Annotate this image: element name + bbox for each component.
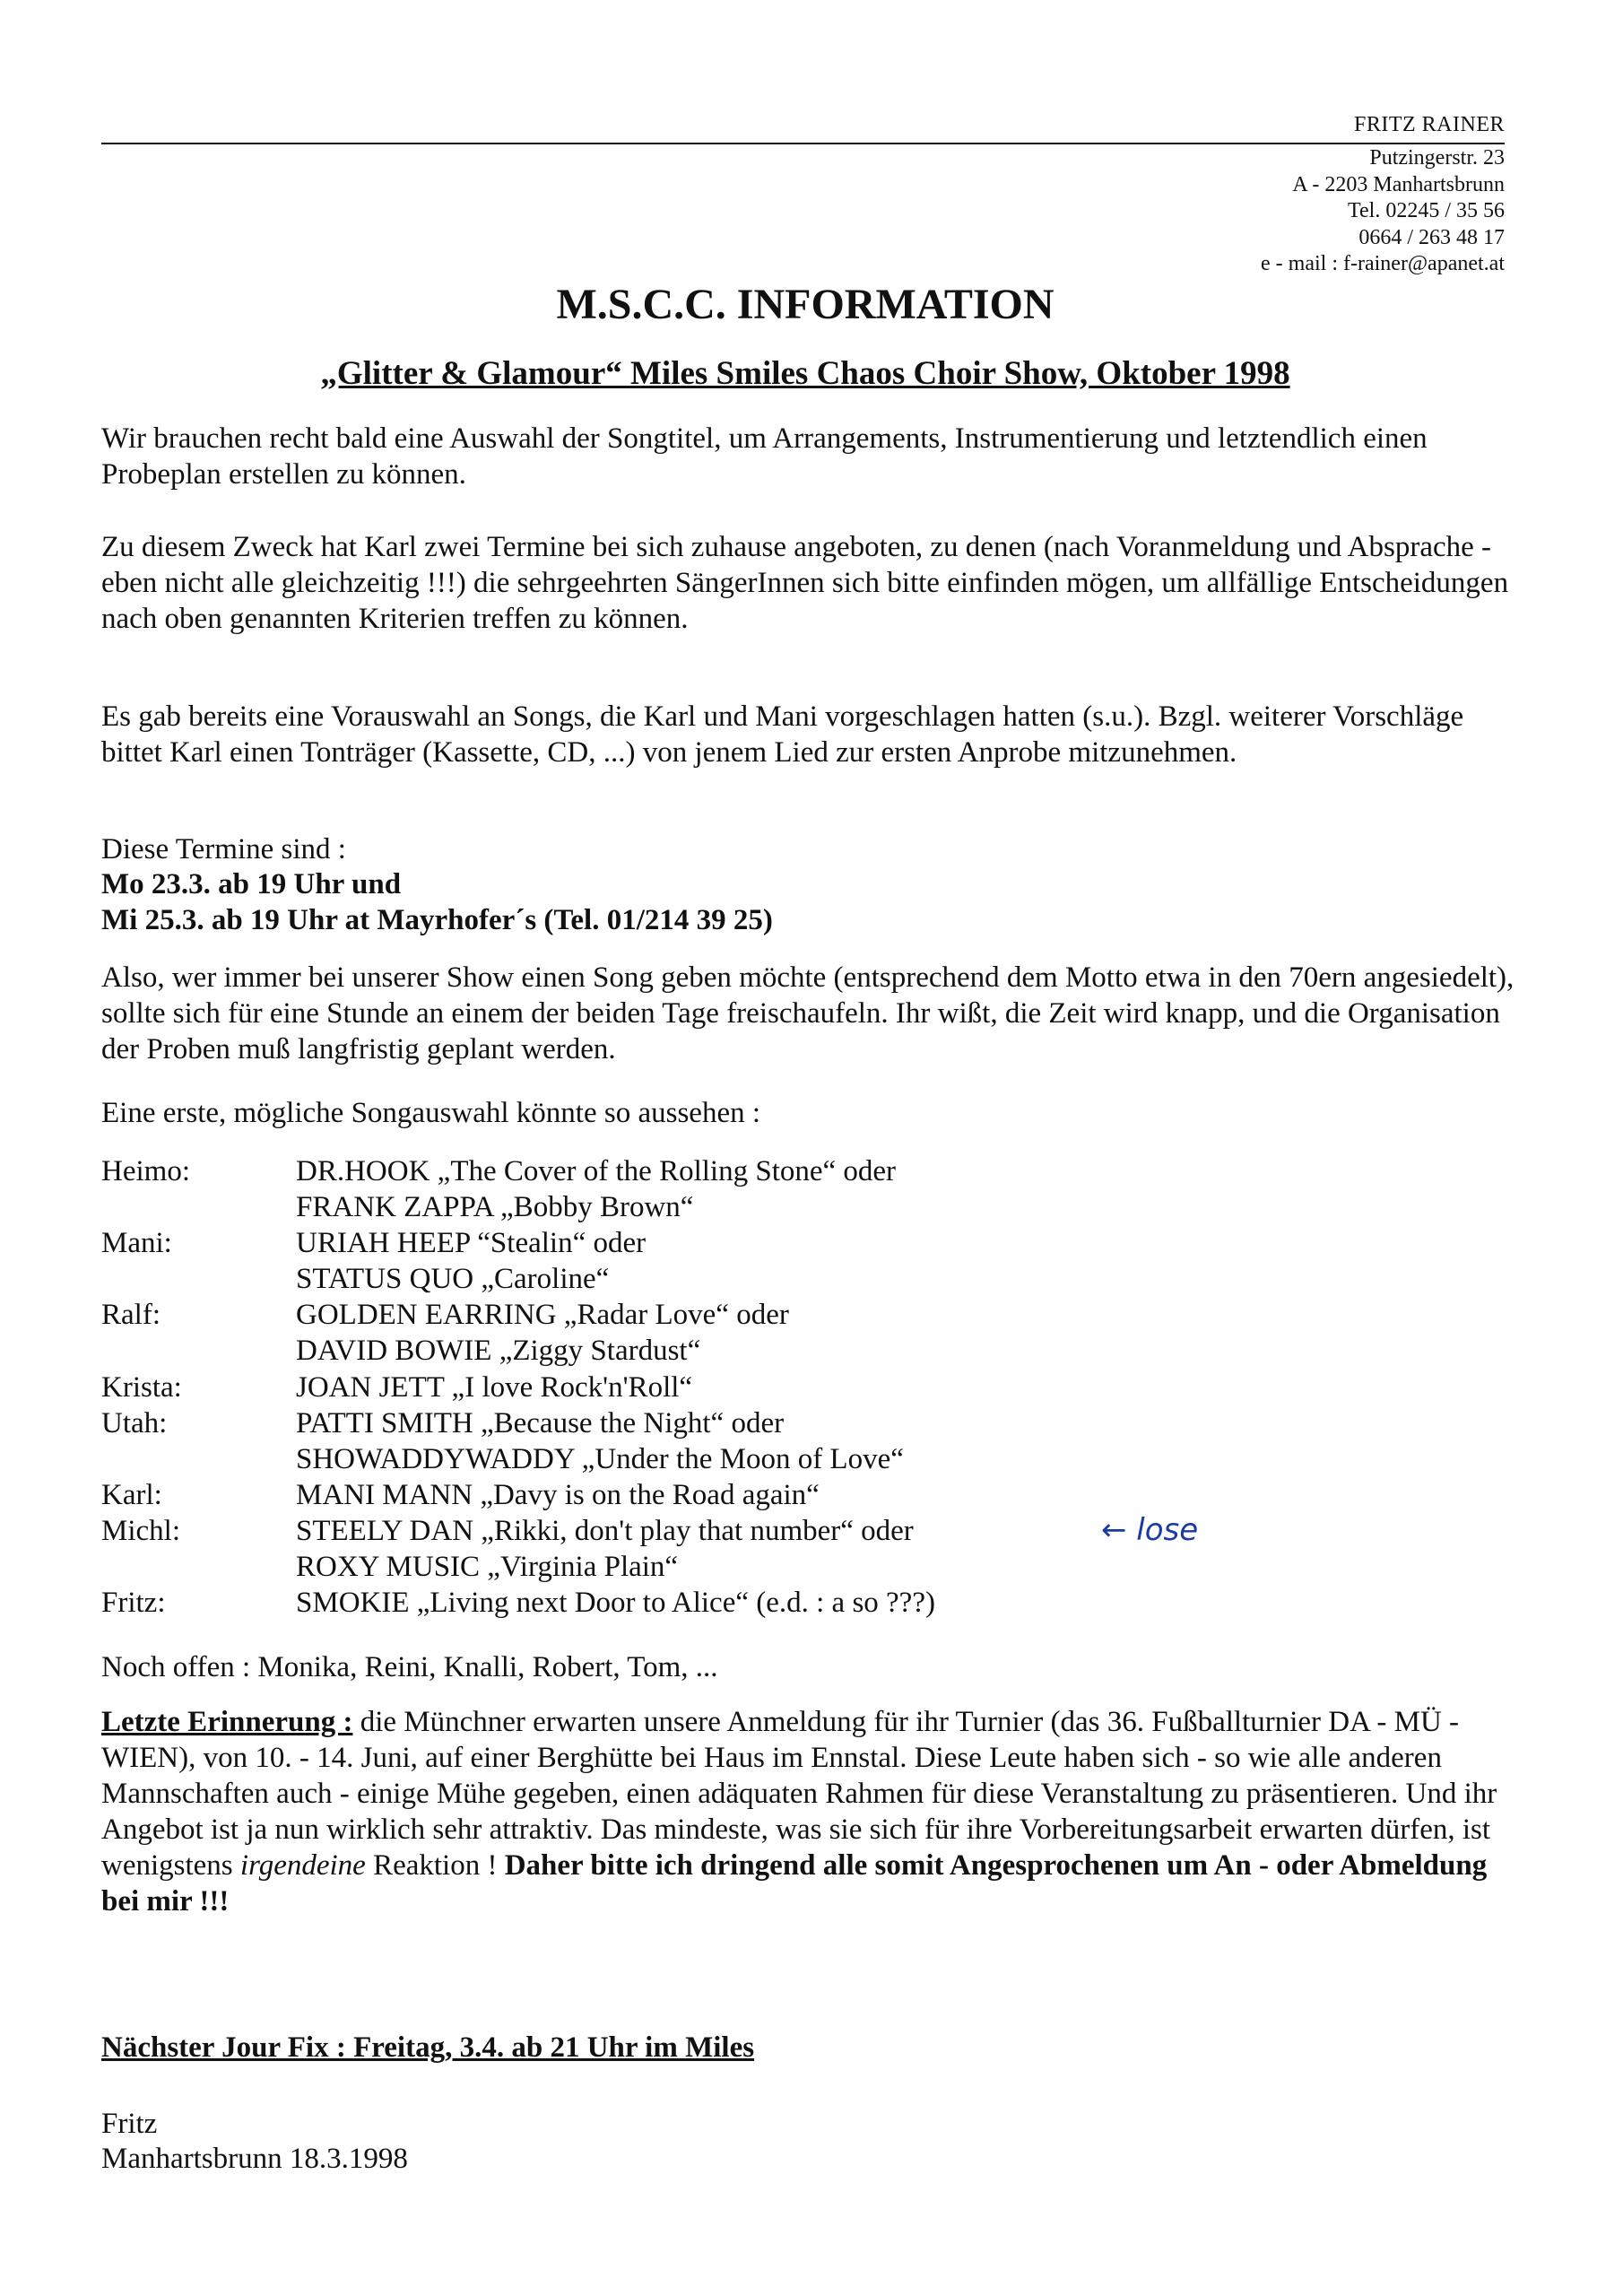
handwritten-note: ← lose [1101, 1512, 1199, 1548]
singer-name: Michl: [101, 1514, 180, 1547]
paragraph-termine: Zu diesem Zweck hat Karl zwei Termine bei sich zuhause angeboten, zu denen (nach Voranmeldung und Absprache - eben nicht alle gleichzeitig !!!) die sehrgeehrten SängerInnen sich bitte einfinden mögen, um allfällige Entscheidungen nach oben genannten Kriterien treffen zu können. [101, 531, 1509, 635]
signature-place-date: Manhartsbrunn 18.3.1998 [101, 2143, 408, 2175]
singer-name: Heimo: [101, 1155, 190, 1187]
song-title: SHOWADDYWADDY „Under the Moon of Love“ [296, 1442, 904, 1475]
song-title: STEELY DAN „Rikki, don't play that number“ oder [296, 1514, 914, 1547]
header-rule [101, 143, 1505, 144]
song-row [101, 1405, 935, 1441]
termine-intro: Diese Termine sind : [101, 833, 346, 865]
termin-2: Mi 25.3. ab 19 Uhr at Mayrhofer´s (Tel. 01/214 39 25) [101, 904, 773, 936]
reminder-label: Letzte Erinnerung : [101, 1706, 353, 1738]
reminder-italic: irgendeine [239, 1849, 366, 1882]
song-title: MANI MANN „Davy is on the Road again“ [296, 1478, 820, 1511]
song-row [101, 1370, 935, 1405]
singer-name: Mani: [101, 1227, 172, 1260]
singer-name: Utah: [101, 1406, 168, 1439]
song-title: FRANK ZAPPA „Bobby Brown“ [296, 1191, 694, 1224]
song-row [101, 1261, 935, 1297]
song-title: DR.HOOK „The Cover of the Rolling Stone“ oder [296, 1155, 897, 1187]
song-title: PATTI SMITH „Because the Night“ oder [296, 1406, 785, 1439]
reminder-paragraph [101, 1704, 1518, 1919]
song-title: SMOKIE „Living next Door to Alice“ (e.d. : a so ???) [296, 1587, 935, 1620]
address-street: Putzingerstr. 23 [1369, 146, 1505, 170]
singer-name: Karl: [101, 1478, 162, 1511]
reminder-text: die Münchner erwarten unsere Anmeldung für ihr Turnier (das 36. Fußballturnier DA - MÜ - WIEN), von 10. - 14. Juni, auf einer Berghütte bei Haus im Ennstal. Diese Leute haben sich - so wie alle anderen Mannschaften auch - einige Mühe gegeben, einen adäquaten Rahmen für diese Veranstaltung zu präsentieren. Und ihr Angebot ist ja nun wirklich sehr attraktiv. Das mindeste, was sie sich für ihre Vorbereitungsarbeit erwarten dürfen, ist wenigstens [101, 1706, 1497, 1882]
singer-name [101, 1189, 296, 1225]
singer-name [101, 1261, 296, 1297]
address-mobile: 0664 / 263 48 17 [1358, 225, 1505, 249]
paragraph-vorauswahl: Es gab bereits eine Vorauswahl an Songs, die Karl und Mani vorgeschlagen hatten (s.u.). Bzgl. weiterer Vorschläge bittet Karl einen Tonträger (Kassette, CD, ...) von jenem Lied zur ersten Anprobe mitzunehmen. [101, 700, 1464, 769]
paragraph-show: Also, wer immer bei unserer Show einen Song geben möchte (entsprechend dem Motto etwa in den 70ern angesiedelt), sollte sich für eine Stunde an einem der beiden Tage freischaufeln. Ihr wißt, die Zeit wird knapp, und die Organisation der Proben muß langfristig geplant werden. [101, 961, 1515, 1065]
noch-offen: Noch offen : Monika, Reini, Knalli, Robert, Tom, ... [101, 1651, 718, 1683]
singer-name: Ralf: [101, 1299, 161, 1332]
singer-name: Krista: [101, 1370, 182, 1404]
song-row [101, 1585, 935, 1621]
song-row [101, 1477, 935, 1513]
singer-name: Fritz: [101, 1587, 166, 1620]
jour-fix: Nächster Jour Fix : Freitag, 3.4. ab 21 Uhr im Miles [101, 2031, 755, 2064]
song-row [101, 1297, 935, 1333]
letterhead-address [1261, 145, 1505, 278]
song-title: GOLDEN EARRING „Radar Love“ oder [296, 1299, 789, 1332]
song-list [101, 1153, 935, 1621]
song-row [101, 1441, 935, 1477]
letterhead-name: FRITZ RAINER [1354, 113, 1505, 136]
singer-name [101, 1549, 296, 1585]
address-phone: Tel. 02245 / 35 56 [1348, 199, 1505, 222]
subtitle: „Glitter & Glamour“ Miles Smiles Chaos Choir Show, Oktober 1998 [320, 355, 1290, 392]
song-title: STATUS QUO „Caroline“ [296, 1263, 610, 1296]
address-city: A - 2203 Manhartsbrunn [1292, 172, 1505, 196]
paragraph-intro: Wir brauchen recht bald eine Auswahl der Songtitel, um Arrangements, Instrumentierung und letztendlich einen Probeplan erstellen zu können. [101, 422, 1428, 491]
song-title: JOAN JETT „I love Rock'n'Roll“ [296, 1370, 693, 1404]
reminder-text-2: Reaktion ! [365, 1849, 505, 1882]
page-title: M.S.C.C. INFORMATION [556, 281, 1055, 328]
song-row [101, 1513, 935, 1549]
song-row [101, 1333, 935, 1369]
song-title: DAVID BOWIE „Ziggy Stardust“ [296, 1335, 701, 1368]
song-title: URIAH HEEP “Stealin“ oder [296, 1227, 647, 1260]
song-row [101, 1225, 935, 1261]
singer-name [101, 1333, 296, 1369]
song-row [101, 1153, 935, 1189]
singer-name [101, 1441, 296, 1477]
termin-1: Mo 23.3. ab 19 Uhr und [101, 868, 402, 900]
address-email: e - mail : f-rainer@apanet.at [1261, 252, 1505, 275]
song-row [101, 1549, 935, 1585]
reminder-bold: Daher bitte ich dringend alle somit Angesprochenen um An - oder Abmeldung bei mir !!! [101, 1849, 1488, 1918]
songs-intro: Eine erste, mögliche Songauswahl könnte so aussehen : [101, 1097, 761, 1129]
signature-name: Fritz [101, 2108, 158, 2140]
song-title: ROXY MUSIC „Virginia Plain“ [296, 1551, 679, 1584]
song-row [101, 1189, 935, 1225]
